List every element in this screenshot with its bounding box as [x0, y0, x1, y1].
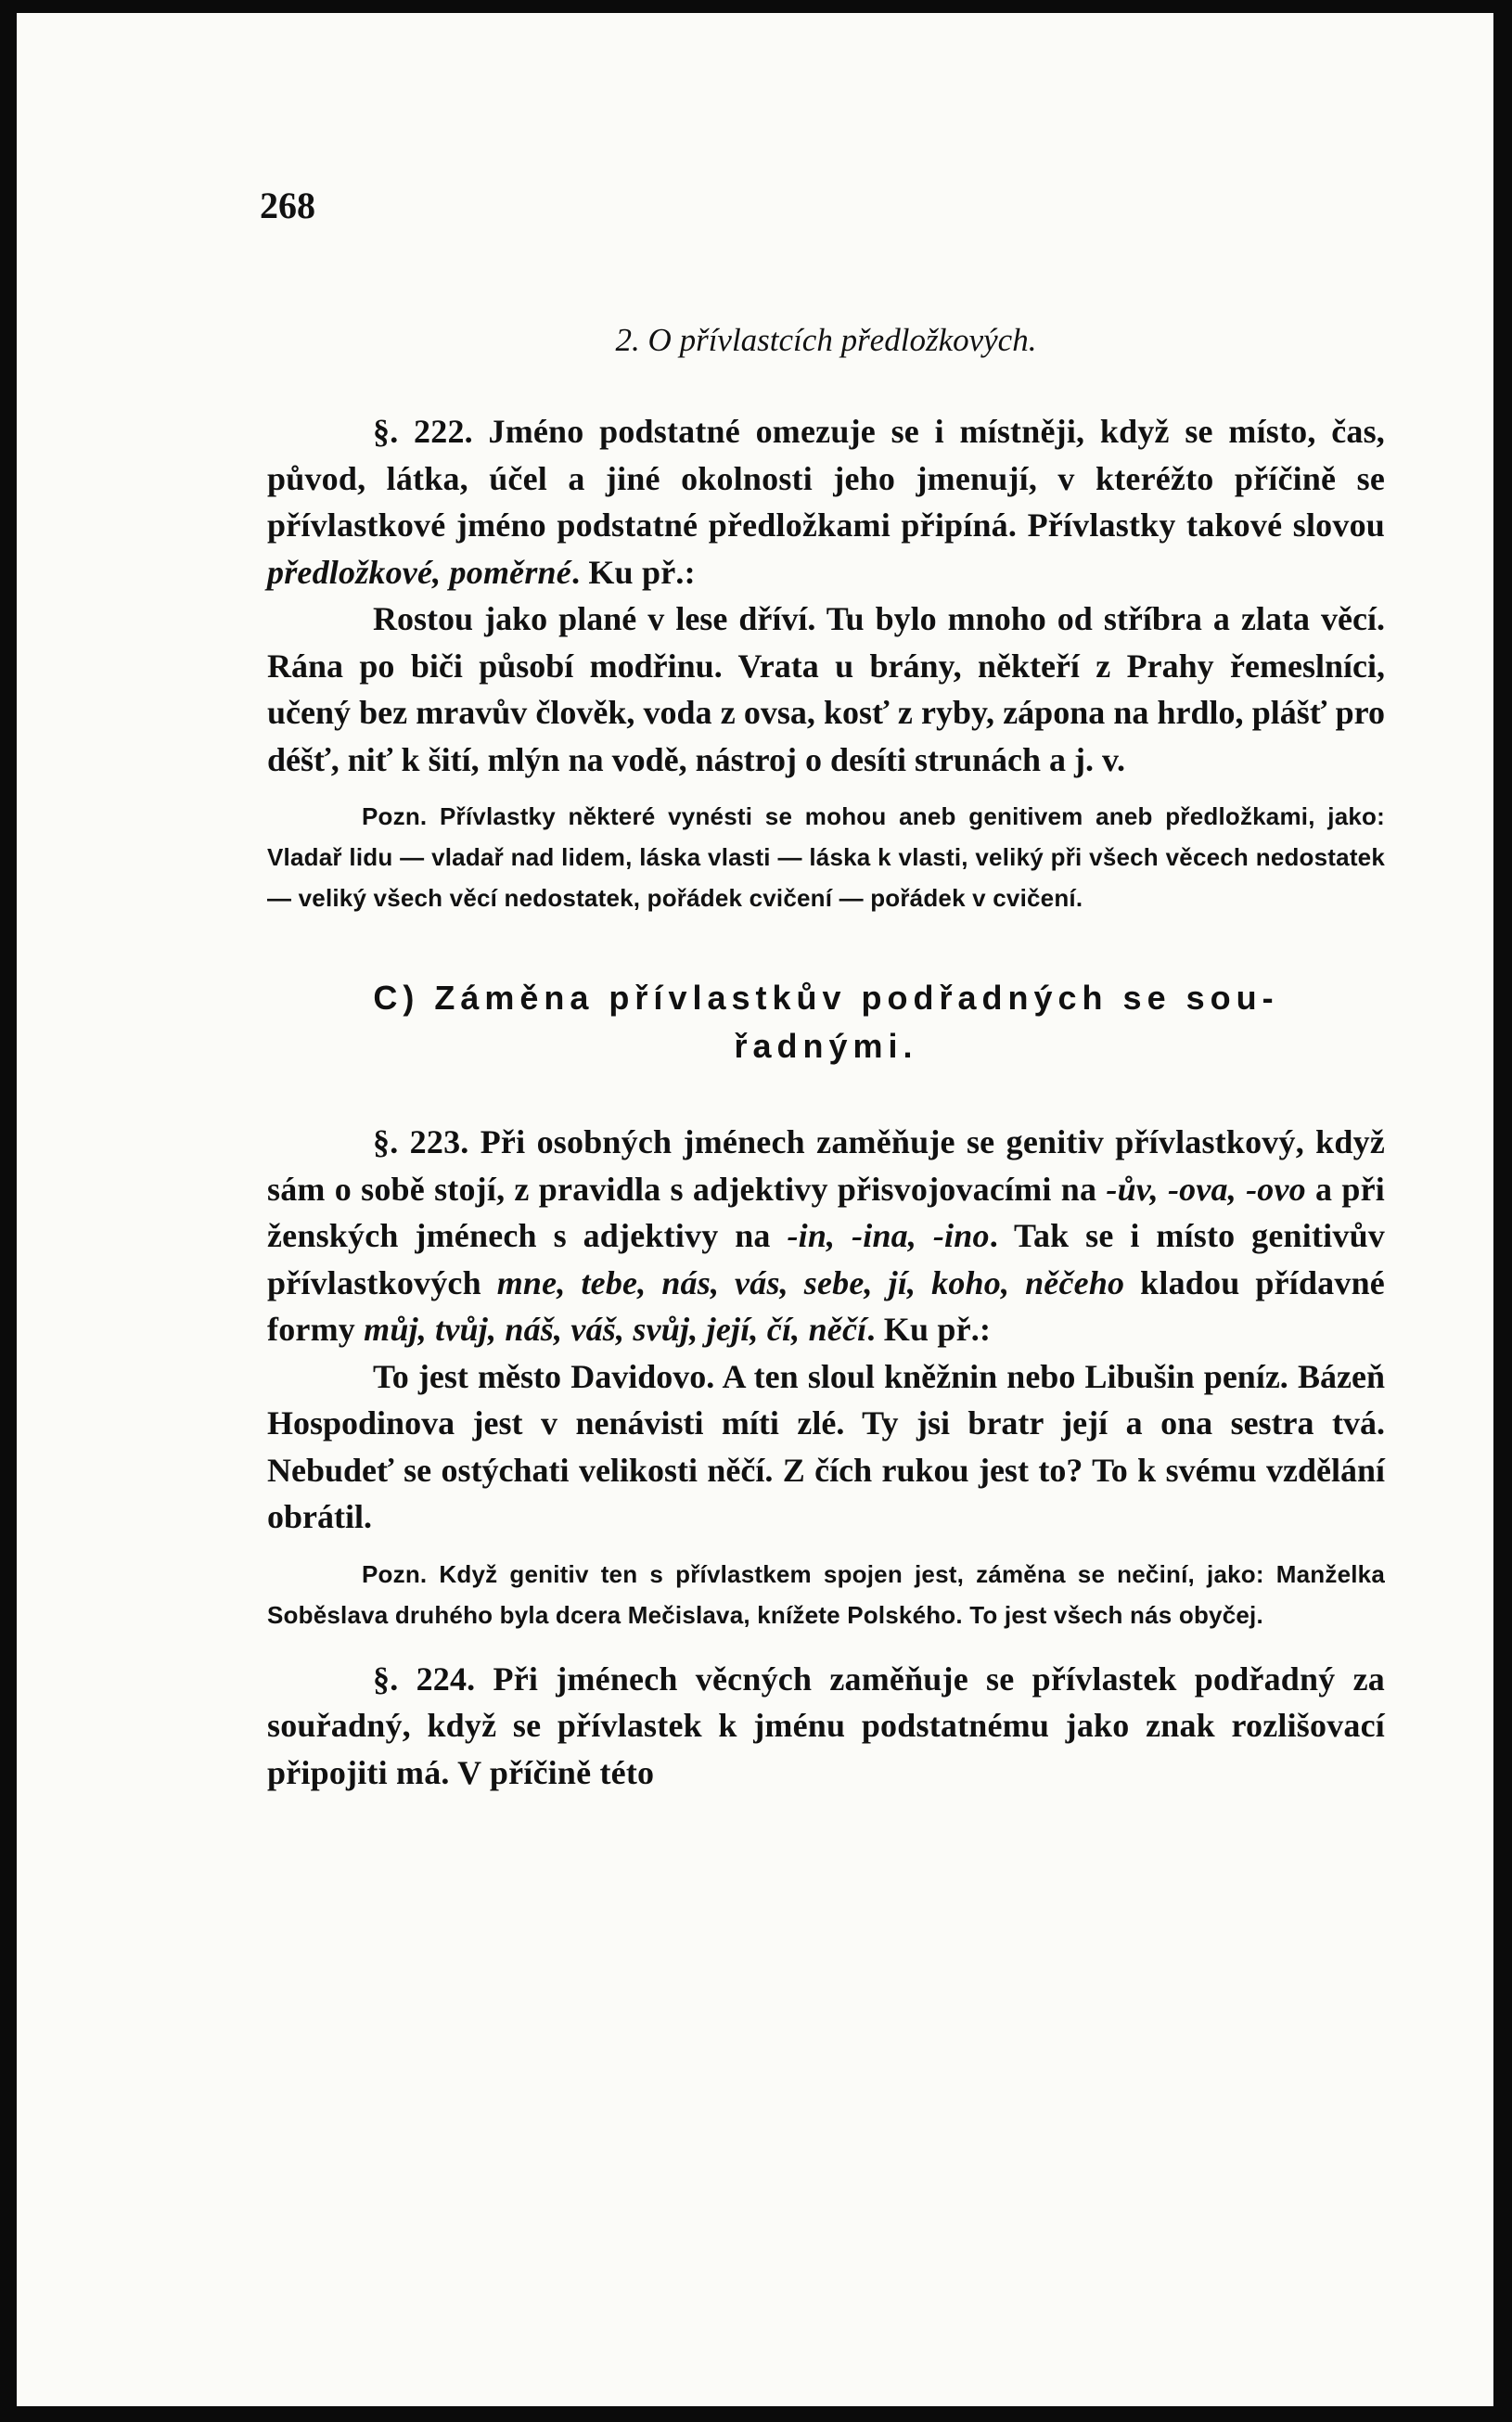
p223-suffix-1: -ův, -ova, -ovo [1106, 1170, 1306, 1208]
paragraph-222-lead: §. 222. Jméno podstatné omezuje se i místněji, když se místo, čas, původ, látka, účel a jiné okolnosti jeho jmenují, v kteréžto příčině se přívlastkové jméno podstatné předložkami připíná. Přívlastky takové slovou [267, 413, 1385, 544]
book-page [17, 13, 1493, 2406]
paragraph-223 [267, 1119, 1385, 1353]
paragraph-222-tail: . Ku př.: [570, 553, 696, 591]
paragraph-222 [267, 408, 1385, 596]
page-content [260, 185, 1385, 1796]
note-223: Pozn. Když genitiv ten s přívlastkem spojen jest, záměna se nečiní, jako: Manželka Soběslava druhého byla dcera Mečislava, knížete Polského. To jest všech nás obyčej. [267, 1559, 1385, 1629]
examples-223: To jest město Davidovo. A ten sloul kněžnin nebo Libušin peníz. Bázeň Hospodinova jest v nenávisti míti zlé. Ty jsi bratr její a ona sestra tvá. Nebudeť se ostýchati velikosti něčí. Z čích rukou jest to? To k svému vzdělání obrátil. [267, 1357, 1385, 1535]
p223-suffix-2: -in, -ina, -ino [787, 1217, 990, 1254]
section-heading-c-line2: řadnými. [734, 1027, 918, 1065]
p223-a: §. 223. Při osobných jménech zaměňuje se genitiv přívlastkový, když sám o sobě stojí, z pravidla s adjektivy přisvojovacími na [267, 1123, 1385, 1208]
examples-222: Rostou jako plané v lese dříví. Tu bylo mnoho od stříbra a zlata věcí. Rána po biči působí modřinu. Vrata u brány, někteří z Prahy řemeslníci, učený bez mravův člověk, voda z ovsa, kosť z ryby, zápona na hrdlo, plášť pro déšť, niť k šití, mlýn na vodě, nástroj o desíti strunách a j. v. [267, 600, 1385, 778]
p223-pronouns: mne, tebe, nás, vás, sebe, jí, koho, něčeho [496, 1263, 1125, 1301]
paragraph-224: §. 224. Při jménech věcných zaměňuje se přívlastek podřadný za souřadný, když se přívlastek k jménu podstatnému jako znak rozlišovací připojiti má. V příčině této [267, 1660, 1385, 1791]
p223-b: a při ženských jménech s adjektivy na [267, 1170, 1385, 1254]
p223-e: . Ku př.: [866, 1311, 992, 1348]
p223-d: kladou přídavné formy [267, 1263, 1385, 1348]
paragraph-222-term: předložkové, poměrné [267, 553, 571, 591]
page-number: 268 [260, 185, 315, 226]
note-222: Pozn. Přívlastky některé vynésti se mohou aneb genitivem aneb předložkami, jako: Vladař lidu — vladař nad lidem, láska vlasti — láska k vlasti, veliký při všech věcech nedostatek — veliký všech věcí nedostatek, pořádek cvičení — pořádek v cvičení. [267, 802, 1385, 912]
p223-c: . Tak se i místo genitivův přívlastkových [267, 1217, 1385, 1301]
subheading: 2. O přívlastcích předložkových. [615, 322, 1037, 358]
p223-forms: můj, tvůj, náš, váš, svůj, její, čí, něčí [364, 1311, 867, 1348]
section-heading-c [267, 974, 1385, 1070]
section-heading-c-line1: C) Záměna přívlastkův podřadných se sou- [373, 979, 1279, 1017]
